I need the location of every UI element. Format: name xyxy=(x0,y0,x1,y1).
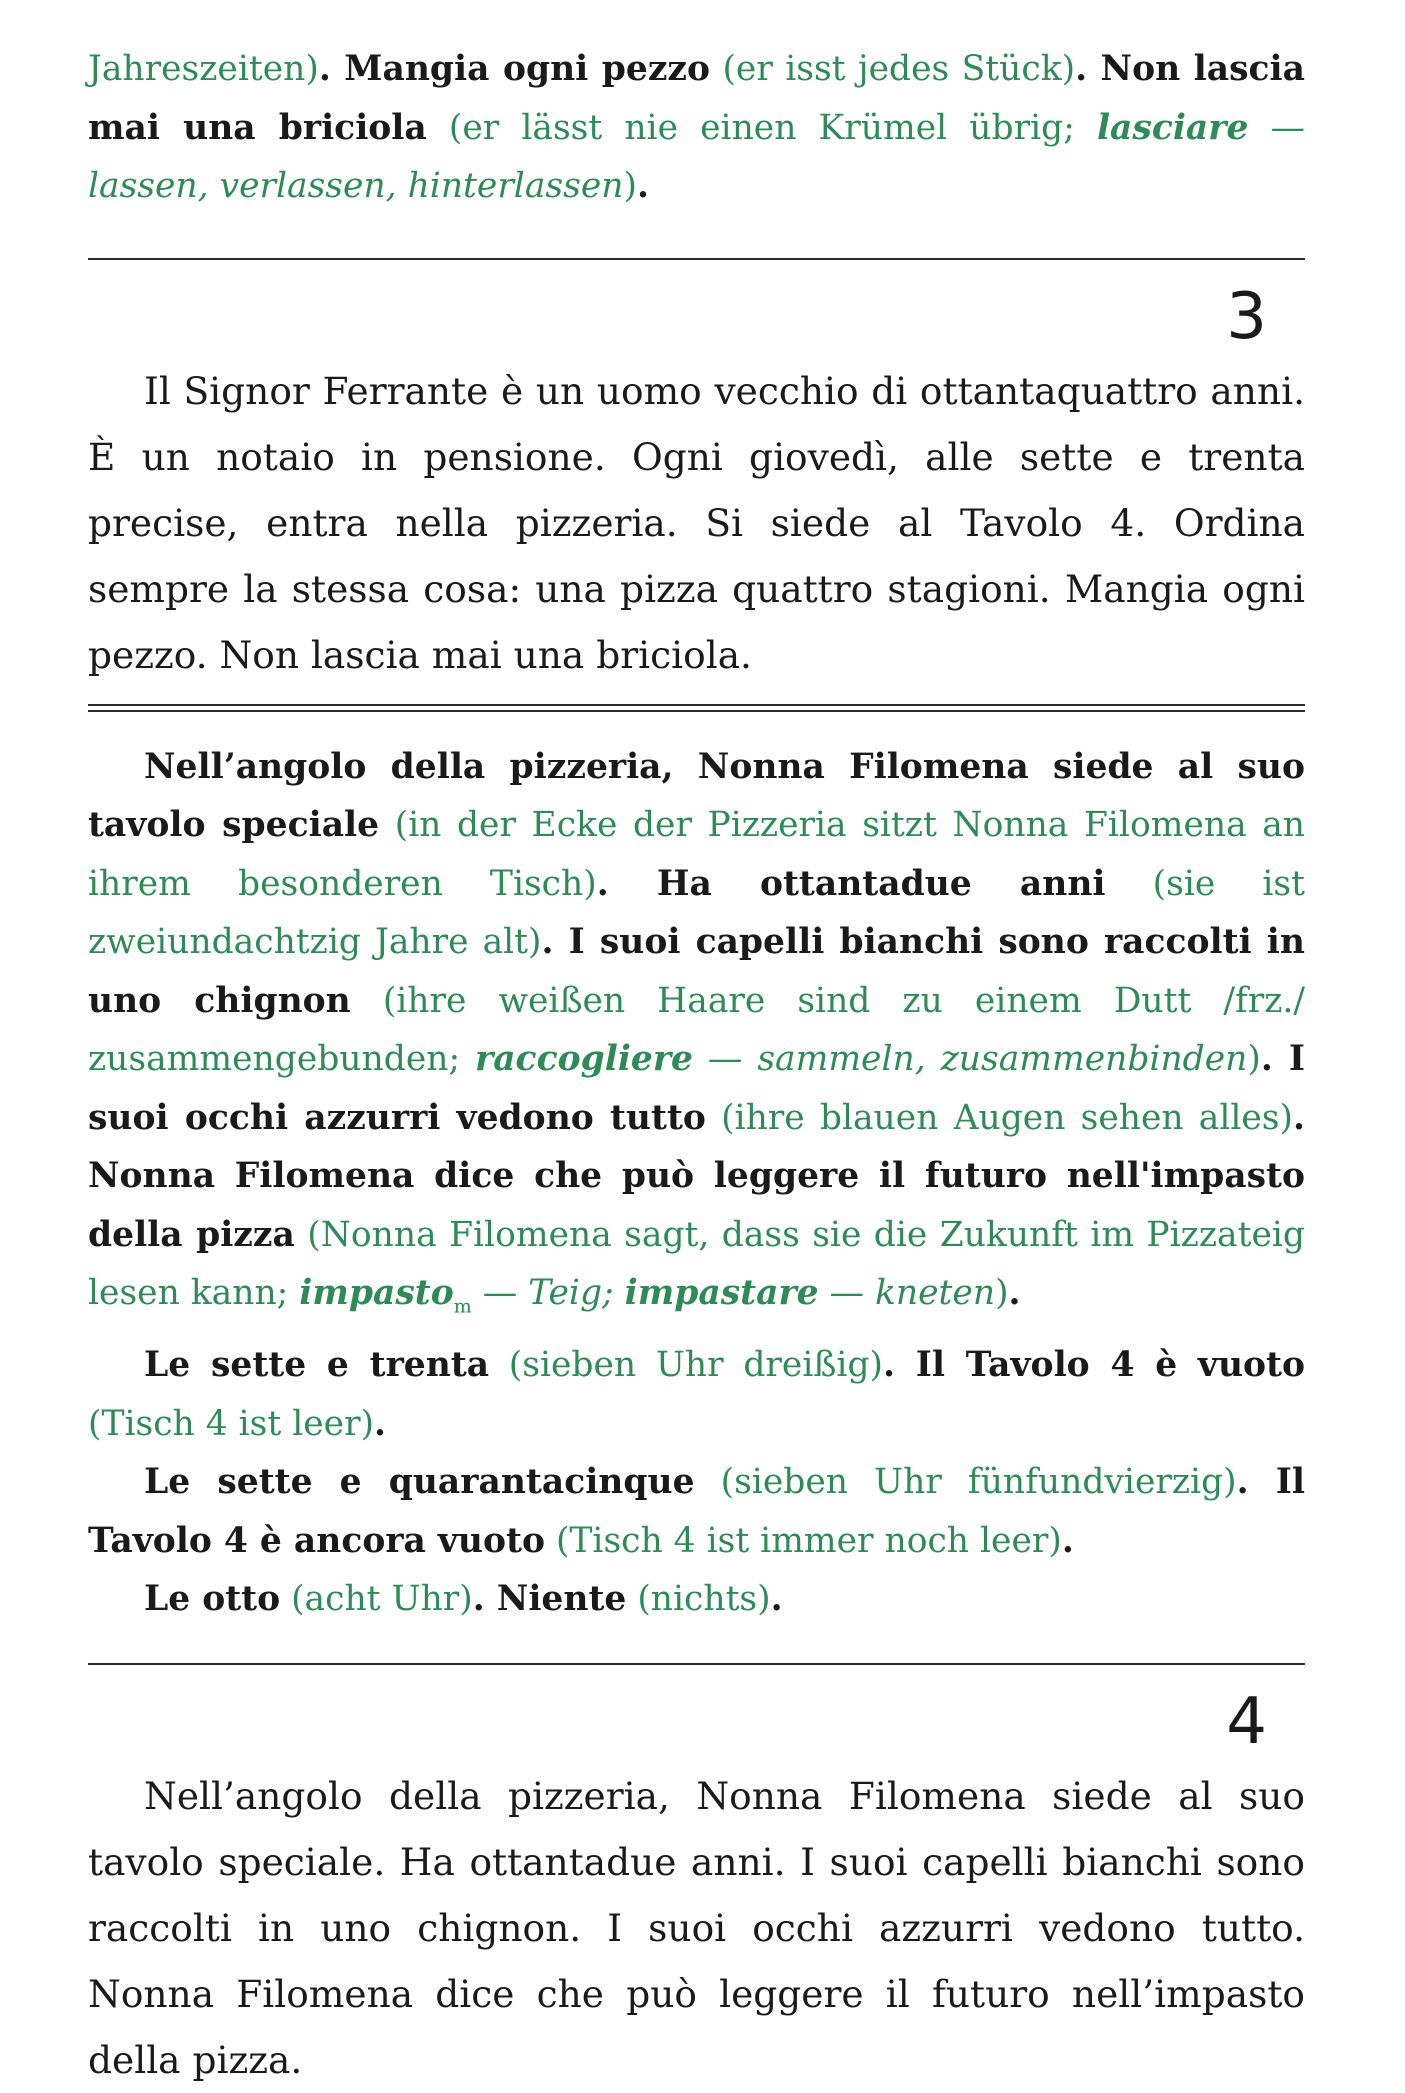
headword: raccogliere xyxy=(475,1039,693,1079)
italian-phrase: Non lascia mai una briciola xyxy=(88,49,1305,148)
annotated-block-1 xyxy=(88,40,1305,216)
chapter-number: 4 xyxy=(1226,1684,1267,1759)
italian-phrase: Mangia ogni pezzo xyxy=(344,49,711,89)
plain-text-block-3 xyxy=(88,358,1305,688)
double-divider xyxy=(88,704,1305,712)
headword: impasto$_m$ xyxy=(299,1273,472,1318)
annotated-paragraph: Le otto (acht Uhr). Niente (nichts). xyxy=(144,1579,783,1620)
headword: impastare xyxy=(624,1273,819,1313)
gender-marker: m xyxy=(453,1295,472,1318)
gloss: — lassen, verlassen, hinterlassen xyxy=(88,107,1306,206)
headword: lasciare xyxy=(1096,107,1249,148)
annotated-paragraph: Le sette e trenta (sieben Uhr dreißig). Il Tavolo 4 è vuoto (Tisch 4 ist leer). xyxy=(88,1345,1306,1444)
chapter-number: 3 xyxy=(1226,279,1267,354)
annotated-block-2 xyxy=(88,738,1305,1629)
translation: Jahreszeiten) xyxy=(88,49,319,89)
annotated-paragraph: Nell’angolo della pizzeria, Nonna Filomena siede al suo tavolo speciale (in der Ecke der Pizzeria sitzt Nonna Filomena an ihrem besonderen Tisch). Ha ottantadue anni (sie ist zweiundachtzig Jahre alt). I suoi capelli bianchi sono raccolti in uno chignon (ihre weißen Haare sind zu einem Dutt /frz./ zusammengebunden; raccogliere — sammeln, zusammenbinden). I suoi occhi azzurri vedono tutto (ihre blauen Augen sehen alles). Nonna Filomena dice che può leggere il futuro nell'impasto della pizza (Nonna Filomena sagt, dass sie die Zukunft im Pizzateig lesen kann; impasto$_m$ — Teig; impastare — kneten). xyxy=(88,746,1306,1318)
annotated-paragraph: Jahreszeiten). Mangia ogni pezzo (er isst jedes Stück). Non lascia mai una briciola (er lässt nie einen Krümel übrig; lasciare — lassen, verlassen, hinterlassen). xyxy=(88,49,1306,206)
translation: (er isst jedes Stück) xyxy=(722,49,1076,89)
plain-paragraph: Nell’angolo della pizzeria, Nonna Filomena siede al suo tavolo speciale. Ha ottantadue anni. I suoi capelli bianchi sono raccolti in uno chignon. I suoi occhi azzurri vedono tutto. Nonna Filomena dice che può leggere il futuro nell’impasto della pizza. xyxy=(88,1773,1305,2082)
translation: (er lässt nie einen Krümel übrig; lasciare — lassen, verlassen, hinterlassen) xyxy=(88,107,1306,206)
book-page xyxy=(88,40,1305,2093)
plain-text-block-4 xyxy=(88,1763,1305,2093)
annotated-paragraph: Le sette e quarantacinque (sieben Uhr fünfundvierzig). Il Tavolo 4 è ancora vuoto (Tisch 4 ist immer noch leer). xyxy=(88,1462,1306,1561)
plain-paragraph: Il Signor Ferrante è un uomo vecchio di ottantaquattro anni. È un notaio in pensione. Ogni giovedì, alle sette e trenta precise, entra nella pizzeria. Si siede al Tavolo 4. Ordina sempre la stessa cosa: una pizza quattro stagioni. Mangia ogni pezzo. Non lascia mai una briciola. xyxy=(88,368,1305,677)
